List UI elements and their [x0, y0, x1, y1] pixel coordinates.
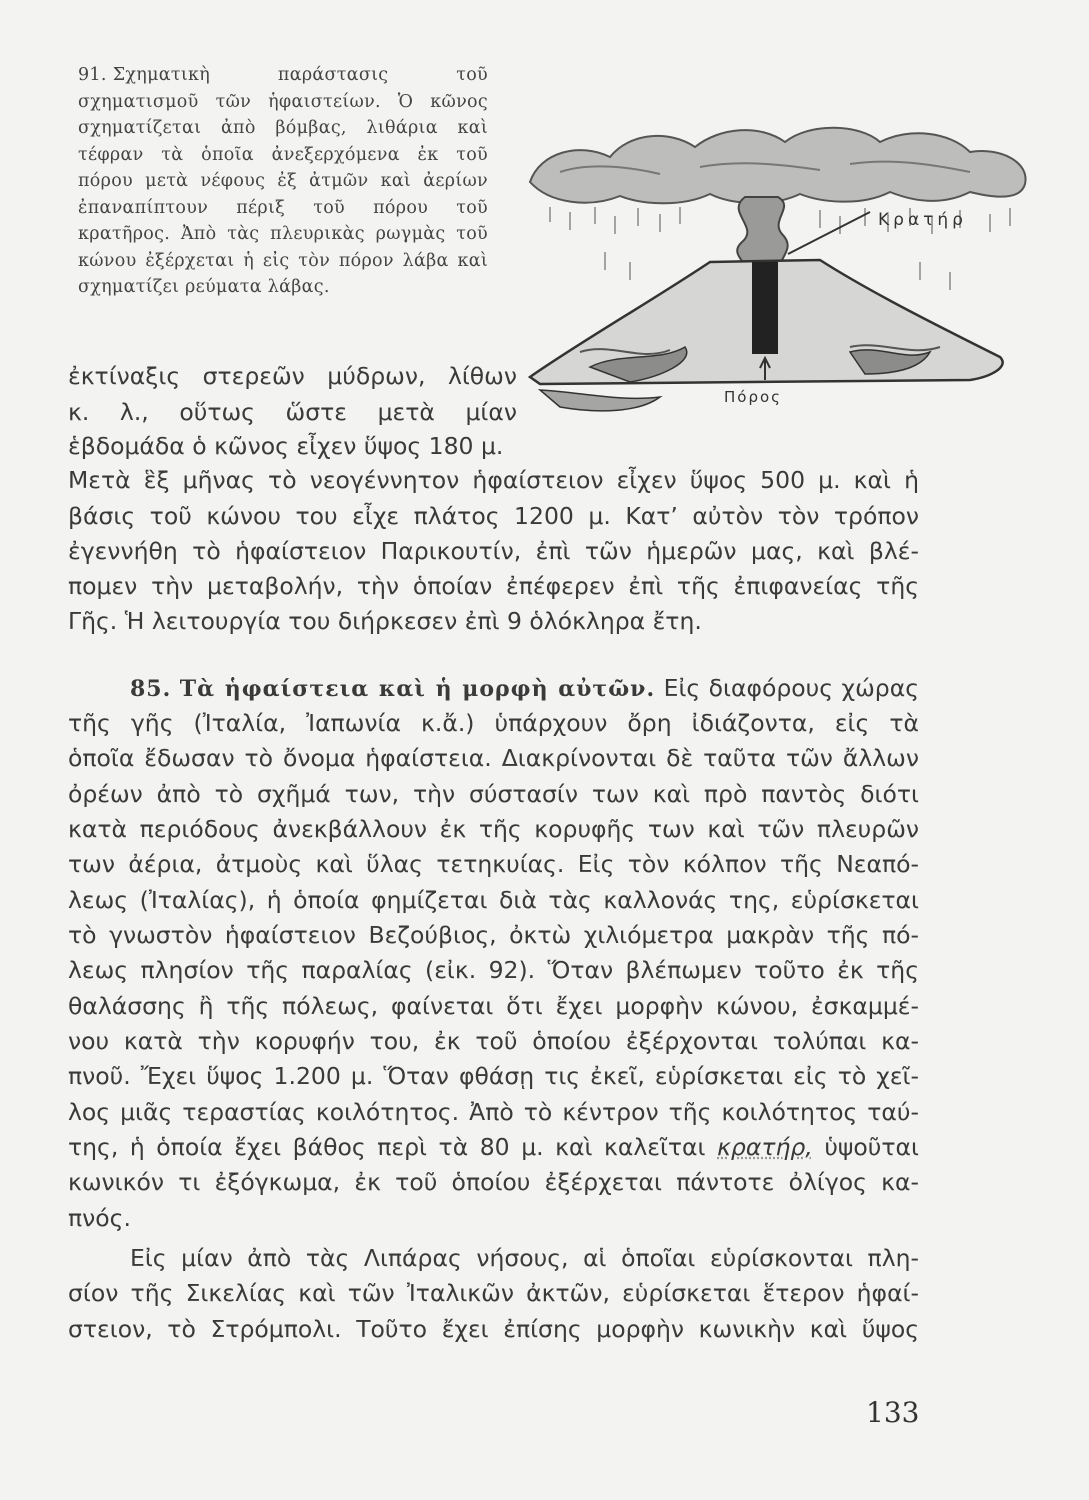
figure-caption — [78, 62, 488, 301]
text-line: Γῆς. Ἡ λειτουργία του διήρκεσεν ἐπὶ 9 ὁλόκληρα ἔτη. — [68, 607, 702, 635]
section-number: 85. — [130, 676, 172, 702]
text-line: πομεν τὴν μεταβολήν, τὴν ὁποίαν ἐπέφερεν ἐπὶ τῆς ἐπιφανείας τῆς — [68, 572, 919, 600]
caption-number: 91. — [78, 65, 107, 85]
conduit — [752, 262, 778, 354]
text-span: της, ἡ ὁποία ἔχει βάθος περὶ τὰ 80 μ. καὶ καλεῖται — [68, 1133, 706, 1161]
conduit-label: Πόρος — [724, 388, 782, 406]
text-line: πνός. — [68, 1204, 131, 1232]
text-line: ὁποῖα ἔδωσαν τὸ ὄνομα ἡφαίστεια. Διακρίνονται δὲ ταῦτα τῶν ἄλλων — [68, 744, 919, 772]
text-line: βάσις τοῦ κώνου του εἶχε πλάτος 1200 μ. Κατ’ αὐτὸν τὸν τρόπον — [68, 502, 919, 530]
text-line — [68, 1133, 919, 1161]
text-line: ὀρέων ἀπὸ τὸ σχῆμά των, τὴν σύστασίν των καὶ πρὸ παντὸς διότι — [68, 780, 919, 808]
text-line: Μετὰ ἓξ μῆνας τὸ νεογέννητον ἡφαίστειον εἶχεν ὕψος 500 μ. καὶ ἡ — [68, 466, 919, 494]
section-heading-line — [130, 674, 919, 702]
text-line: τὸ γνωστὸν ἡφαίστειον Βεζούβιος, ὀκτὼ χιλιόμετρα μακρὰν τῆς πό- — [68, 921, 919, 949]
text-line: λεως πλησίον τῆς παραλίας (εἰκ. 92). Ὅταν βλέπωμεν τοῦτο ἐκ τῆς — [68, 956, 919, 984]
text-span: Εἰς διαφόρους χώρας — [663, 674, 919, 702]
text-line: κατὰ περιόδους ἀνεκβάλλουν ἐκ τῆς κορυφῆς των καὶ τῶν πλευρῶν — [68, 815, 919, 843]
text-span: ὑψοῦται — [824, 1133, 919, 1161]
section-title: Τὰ ἡφαίστεια καὶ ἡ μορφὴ αὐτῶν. — [179, 676, 656, 702]
volcano-figure — [520, 112, 1040, 452]
text-line: σίον τῆς Σικελίας καὶ τῶν Ἰταλικῶν ἀκτῶν, εὑρίσκεται ἕτερον ἡφαί- — [68, 1279, 919, 1307]
text-line: λος μιᾶς τεραστίας κοιλότητος. Ἀπὸ τὸ κέντρον τῆς κοιλότητος ταύ- — [68, 1098, 919, 1126]
text-line: στειον, τὸ Στρόμπολι. Τοῦτο ἔχει ἐπίσης μορφὴν κωνικὴν καὶ ὕψος — [68, 1315, 919, 1343]
caption-text: Σχηματικὴ παράστασις τοῦ σχηματισμοῦ τῶν ἡφαιστείων. Ὁ κῶνος σχηματίζεται ἀπὸ βόμβας, λιθάρια καὶ τέφραν τὰ ὁποῖα ἀνεξερχόμενα ἐκ τοῦ πόρου μετὰ νέφους ἐξ ἀτμῶν καὶ ἀερίων ἐπαναπίπτουν πέριξ τοῦ πόρου τοῦ κρατῆρος. Ἀπὸ τὰς πλευρικὰς ρωγμὰς τοῦ κώνου ἐξέρχεται ἡ εἰς τὸν πόρον λάβα καὶ σχηματίζει ρεύματα λάβας. — [78, 65, 488, 297]
text-line: Εἰς μίαν ἀπὸ τὰς Λιπάρας νήσους, αἱ ὁποῖαι εὑρίσκονται πλη- — [130, 1244, 919, 1272]
text-line: ἐκτίναξις στερεῶν μύδρων, λίθων — [68, 362, 517, 390]
italic-term: κρατήρ, — [717, 1133, 813, 1161]
text-line: κωνικόν τι ἐξόγκωμα, ἐκ τοῦ ὁποίου ἐξέρχεται πάντοτε ὀλίγος κα- — [68, 1168, 919, 1196]
text-line: ἐγεννήθη τὸ ἡφαίστειον Παρικουτίν, ἐπὶ τῶν ἡμερῶν μας, καὶ βλέ- — [68, 537, 919, 565]
text-line: ἑβδομάδα ὁ κῶνος εἶχεν ὕψος 180 μ. — [68, 432, 504, 460]
text-line: λεως (Ἰταλίας), ἡ ὁποία φημίζεται διὰ τὰς καλλονάς της, εὑρίσκεται — [68, 886, 919, 914]
text-line: θαλάσσης ἢ τῆς πόλεως, φαίνεται ὅτι ἔχει μορφὴν κώνου, ἐσκαμμέ- — [68, 992, 919, 1020]
text-line: πνοῦ. Ἔχει ὕψος 1.200 μ. Ὅταν φθάσῃ τις ἐκεῖ, εὑρίσκεται εἰς τὸ χεῖ- — [68, 1062, 919, 1090]
text-line: κ. λ., οὕτως ὥστε μετὰ μίαν — [68, 398, 517, 426]
page-number: 133 — [866, 1396, 920, 1429]
text-line: νου κατὰ τὴν κορυφήν του, ἐκ τοῦ ὁποίου ἐξέρχονται τολύπαι κα- — [68, 1027, 919, 1055]
text-line: τῆς γῆς (Ἰταλία, Ἰαπωνία κ.ἄ.) ὑπάρχουν ὄρη ἰδιάζοντα, εἰς τὰ — [68, 709, 919, 737]
crater-label: Κρατήρ — [878, 210, 967, 230]
text-line: των ἀέρια, ἀτμοὺς καὶ ὕλας τετηκυίας. Εἰς τὸν κόλπον τῆς Νεαπό- — [68, 850, 919, 878]
